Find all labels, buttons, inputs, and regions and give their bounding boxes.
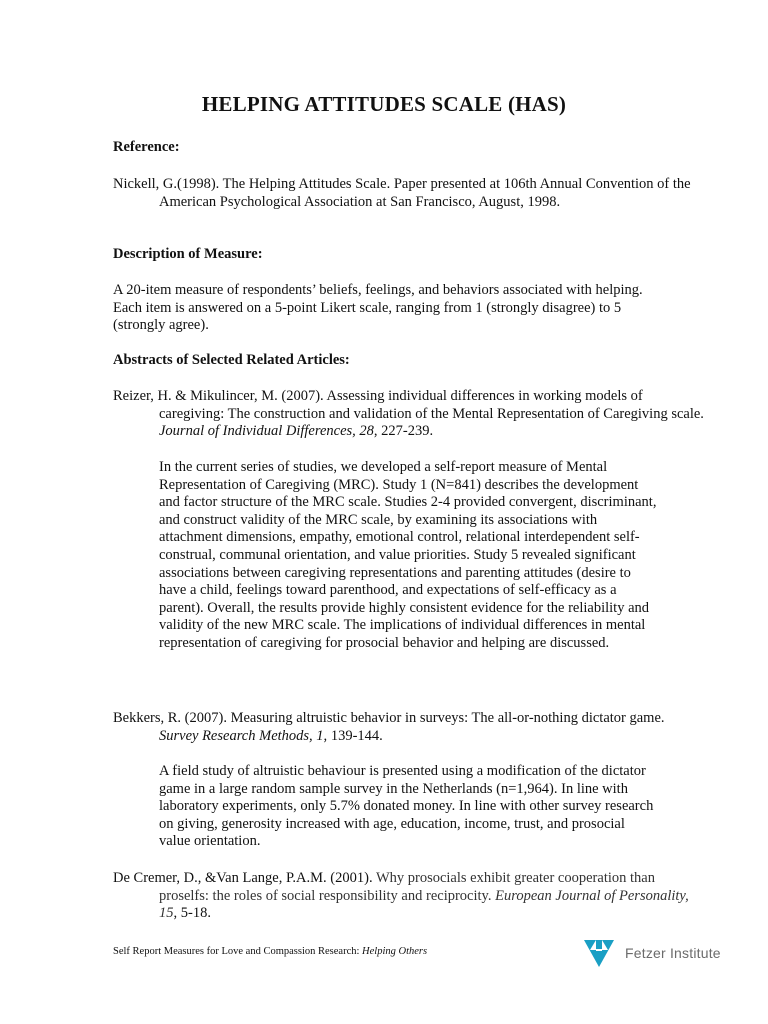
article-title-3: Why prosocials exhibit greater cooperation than proselfs: the roles of social responsibility and reciprocity. — [159, 870, 655, 904]
article-abstract-1: In the current series of studies, we developed a self-report measure of Mental Representation of Caregiving (MRC). Study 1 (N=841) describes the development and factor structure of the MRC scale. Studies 2-4 provided convergent, discriminant, and construct validity of the MRC scale, by examining its associations with attachment dimensions, empathy, emotional control, relational interdependent self-construal, communal orientation, and value priorities. Study 5 revealed significant associations between caregiving representations and parenting attitudes (desire to have a child, feelings toward parenthood, and expectations of self-efficacy as a parent). Overall, the results provide highly consistent evidence for the reliability and validity of the new MRC scale. The implications of individual differences in mental representation of caregiving for prosocial behavior and helping are discussed. — [159, 459, 657, 651]
article-citation-3: De Cremer, D., &Van Lange, P.A.M. (2001). Why prosocials exhibit greater cooperation than proselfs: the roles of social responsibility and reciprocity. European Journal of Personality, 15, 5-18. — [113, 870, 689, 922]
page-footer: Self Report Measures for Love and Compassion Research: Helping Others — [113, 946, 428, 957]
article-journal-2: Survey Research Methods, 1, — [159, 727, 328, 744]
page-title: HELPING ATTITUDES SCALE (HAS) — [201, 92, 567, 116]
reference-citation: Nickell, G.(1998). The Helping Attitudes Scale. Paper presented at 106th Annual Convention of the American Psychological Association at San Francisco, August, 1998. — [113, 176, 691, 210]
logo-text: Fetzer Institute — [625, 945, 721, 961]
fetzer-logo-icon — [583, 937, 615, 969]
article-citation-2: Bekkers, R. (2007). Measuring altruistic behavior in surveys: The all-or-nothing dictator game. Survey Research Methods, 1, 139-144. — [113, 710, 665, 744]
article-journal-3: European Journal of Personality, 15 — [159, 887, 689, 922]
article-journal-1: Journal of Individual Differences, 28 — [159, 423, 374, 440]
fetzer-logo — [583, 937, 721, 969]
reference-heading: Reference: — [113, 139, 180, 155]
description-heading: Description of Measure: — [113, 246, 263, 262]
abstracts-heading: Abstracts of Selected Related Articles: — [113, 352, 350, 368]
article-abstract-2: A field study of altruistic behaviour is presented using a modification of the dictator game in a large random sample survey in the Netherlands (n=1,964). In line with laboratory experiments, only 5.7% donated money. In line with other survey research on giving, generosity increased with age, education, income, trust, and prosocial value orientation. — [159, 763, 654, 850]
article-citation-1: Reizer, H. & Mikulincer, M. (2007). Assessing individual differences in working models of caregiving: The construction and validation of the Mental Representation of Caregiving scale. Journal of Individual Differences, 28, 227-239. — [113, 388, 704, 440]
description-text: A 20-item measure of respondents’ beliefs, feelings, and behaviors associated with helping. Each item is answered on a 5-point Likert scale, ranging from 1 (strongly disagree) to 5 (strongly agree). — [113, 282, 643, 334]
